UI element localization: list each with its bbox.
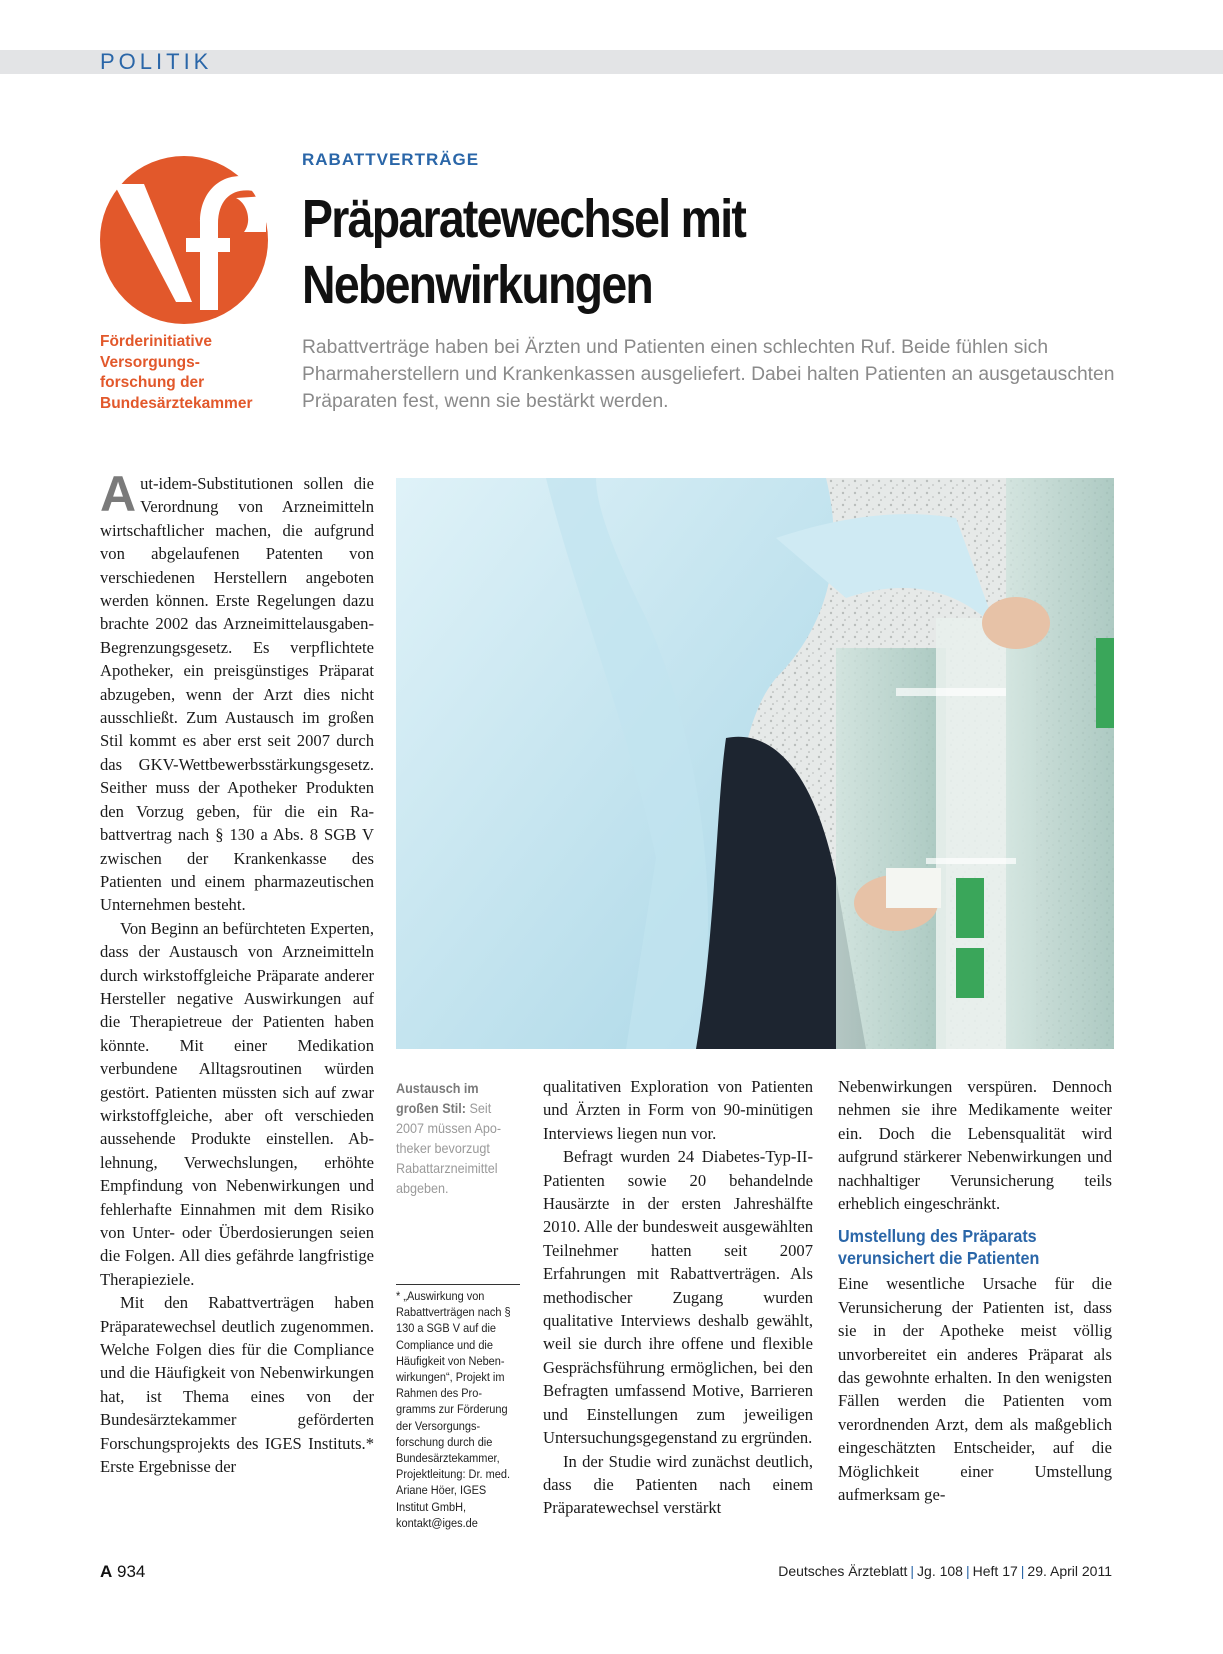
drop-cap: A <box>100 466 137 522</box>
body-column-3 <box>838 1075 1112 1507</box>
page-number-value: 934 <box>117 1562 146 1581</box>
separator: | <box>1020 1563 1025 1579</box>
article-headline <box>302 186 818 318</box>
logo-caption-line: Versorgungs- <box>100 353 200 371</box>
page-number <box>100 1562 145 1582</box>
article-kicker: RABATTVERTRÄGE <box>302 150 480 169</box>
paragraph <box>100 466 374 917</box>
paragraph: Nebenwirkungen verspüren. Dennoch nehmen sie ihre Medikamente weiter ein. Doch die Lebensqualität wird aufgrund stärkerer Nebenwirkungen und nachhaltiger Verunsicherung teils erheblich eingeschränkt. <box>838 1077 1112 1214</box>
photo-caption <box>396 1078 511 1198</box>
paragraph-text: ut-idem-Substitutionen sollen die Verordnung von Arzneimitteln wirtschaftlicher machen, die aufgrund von abgelaufenen Patenten von verschiedenen Herstellern angeboten werden können. Erste Regelungen dazu brachte 2002 das Arzneimittelausgaben-Begrenzungsgesetz. Es verpflichtete Apotheker, ein preisgünstiges Präparat abzugeben, wenn der Arzt dies nicht ausschließt. Zum Austausch im großen Stil kommt es aber erst seit 2007 durch das GKV-Wettbewerbsstärkungsgesetz. Seither muss der Apotheker Produkten den Vorzug geben, für die ein Rabattvertrag nach § 130 a Abs. 8 SGB V zwischen der Krankenkasse des Patienten und einem pharmazeutischen Unternehmen besteht. <box>100 474 374 915</box>
vf-logo-icon <box>96 152 272 328</box>
caption-title: Austausch im großen Stil: <box>396 1080 479 1116</box>
paragraph: Eine wesentliche Ursache für die Verunsicherung der Patienten ist, dass sie in der Apotheke meist völlig unvorbereitet ein anderes Präparat als das gewohnte erhalten. In den wenigsten Fällen werden die Patienten vom verordnenden Arzt, dem als maßgeblich eingeschätzten Entscheider, auf die Möglichkeit einer Umstellung aufmerksam ge- <box>838 1274 1112 1505</box>
footnote-rule <box>396 1284 520 1285</box>
paragraph: Mit den Rabattverträgen haben Präparatewechsel deutlich zugenommen. Welche Folgen dies für die Compliance und die Häufigkeit von Nebenwirkungen hat, ist Thema eines von der Bundesärztekammer geförderten Forschungsprojekts des IGES Instituts.* Erste Ergebnisse der <box>100 1293 374 1477</box>
journal-info <box>760 1563 1112 1579</box>
subheading <box>838 1225 1090 1269</box>
paragraph: Von Beginn an befürchteten Experten, dass der Austausch von Arzneimitteln durch wirkstoffgleiche Präparate anderer Hersteller negative Auswirkungen auf die Therapietreue der Patienten haben könnte. Mit einer Medikation verbundene Alltagsroutinen würden gestört. Patienten müssten sich auf zwar wirkstoffgleiche, aber oft verschieden aussehende Produkte einstellen. Ablehnung, Verwechslungen, erhöhte Empfindung von Nebenwirkungen und fehlerhafte Einnahmen mit dem Risiko von Unter- oder Überdosierungen seien die Folgen. All dies gefährde langfristige Therapieziele. <box>100 918 374 1289</box>
separator: | <box>910 1563 915 1579</box>
logo-caption <box>100 332 280 414</box>
body-column-2 <box>543 1075 813 1520</box>
journal-issue: Heft 17 <box>972 1563 1018 1579</box>
logo-caption-line: forschung der <box>100 374 205 391</box>
paragraph: Befragt wurden 24 Diabetes-Typ-II-Patienten sowie 20 behandelnde Hausärzte in der ersten Jahreshälfte 2010. Alle der bundesweit ausgewählten Teilnehmer hatten seit 2007 Erfahrungen mit Rabattverträgen. Als methodischer Zugang wurden qualitative Interviews deshalb gewählt, weil sie durch ihre offene und flexible Gesprächsführung ermöglichen, bei den Befragten umfassend Motive, Barrieren und Einstellungen zum jeweiligen Untersuchungsgegenstand zu ergründen. <box>543 1147 813 1448</box>
paragraph: In der Studie wird zunächst deutlich, dass die Patienten nach einem Präparatewechsel verstärkt <box>543 1451 813 1518</box>
article-photo <box>396 478 1114 1049</box>
paragraph: qualitativen Exploration von Patienten und Ärzten in Form von 90-minütigen Interviews liegen nun vor. <box>543 1077 813 1143</box>
subheading-line: Umstellung des Präparats <box>838 1226 1037 1247</box>
article-lead: Rabattverträge haben bei Ärzten und Patienten einen schlechten Ruf. Beide fühlen sich Pharmaherstellern und Krankenkassen ausgeliefert. Dabei halten Patienten an ausgetauschten Präparaten fest, wenn sie bestärkt werden. <box>302 337 1115 412</box>
footnote: * „Auswirkung von Rabattverträgen nach § 130 a SGB V auf die Compliance und die Häufigkeit von Nebenwirkungen“, Projekt im Rahmen des Programms zur Förderung der Versorgungsforschung durch die Bundesärztekammer, Projektleitung: Dr. med. Ariane Höer, IGES Institut GmbH, kontakt@iges.de <box>396 1289 511 1530</box>
logo-caption-line: Förderinitiative <box>100 333 212 350</box>
separator: | <box>965 1563 970 1579</box>
journal-name: Deutsches Ärzteblatt <box>778 1563 908 1579</box>
logo-caption-line: Bundesärztekammer <box>100 394 253 412</box>
section-label: POLITIK <box>100 49 213 74</box>
journal-volume: Jg. 108 <box>917 1563 963 1579</box>
page-prefix: A <box>100 1562 113 1581</box>
headline-line: Nebenwirkungen <box>302 255 653 315</box>
journal-date: 29. April 2011 <box>1027 1563 1112 1579</box>
caption-text: Seit 2007 müssen Apotheker bevorzugt Rabattarzneimittel abgeben. <box>396 1100 502 1196</box>
headline-line: Präparatewechsel mit <box>302 189 746 249</box>
subheading-line: verunsichert die Patienten <box>838 1248 1040 1269</box>
body-column-1 <box>100 466 374 1478</box>
